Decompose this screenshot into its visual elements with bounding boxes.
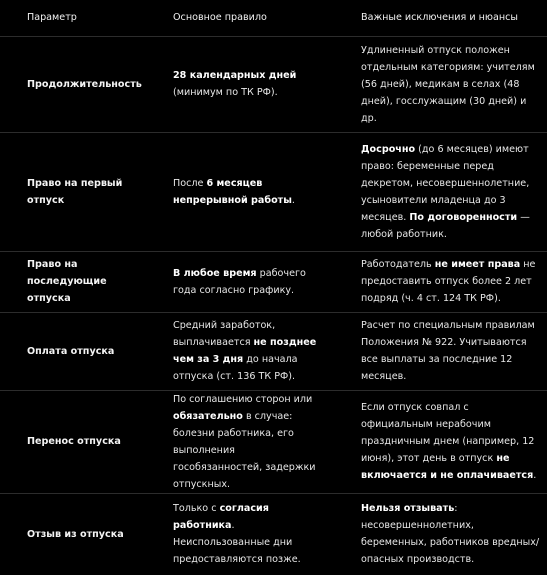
row-exceptions <box>334 132 547 251</box>
row-param: Продолжительность <box>0 36 146 132</box>
bold-text: 28 календарных дней <box>173 70 297 81</box>
bold-text: 6 месяцев непрерывной работы <box>173 177 292 206</box>
row-exceptions <box>334 312 547 390</box>
row-rule <box>146 251 334 312</box>
header-rule: Основное правило <box>146 0 334 36</box>
row-param: Право на первый отпуск <box>0 132 146 251</box>
header-exceptions: Важные исключения и нюансы <box>334 0 547 36</box>
row-rule <box>146 132 334 251</box>
bold-text: не имеет права <box>434 259 521 270</box>
text: Только с <box>173 503 220 515</box>
text: Если отпуск совпал с официальным нерабочим праздничным днем (например, 12 июня), этот день в отпуск <box>361 402 535 464</box>
bold-text: не позднее чем за 3 дня <box>173 337 317 365</box>
row-rule <box>146 390 334 493</box>
table-row <box>0 132 547 251</box>
bold-text: обязательно <box>173 410 243 422</box>
text: в случае: болезни работника, его выполнения гособязанностей, задержки отпускных. <box>173 410 316 490</box>
text: По соглашению сторон или <box>173 393 313 405</box>
row-param: Отзыв из отпуска <box>27 528 124 540</box>
text: рабочего года согласно графику. <box>173 267 306 296</box>
table-row <box>0 493 547 575</box>
row-param: Право на последующие отпуска <box>0 251 146 312</box>
header-param: Параметр <box>0 0 146 36</box>
row-rule <box>146 493 334 575</box>
bold-text: Досрочно <box>361 143 416 155</box>
text: . <box>291 194 295 206</box>
text: не предоставить отпуск более 2 лет подряд (ч. 4 ст. 124 ТК РФ). <box>361 259 536 304</box>
row-param: Перенос отпуска <box>0 390 146 493</box>
text: Средний заработок, выплачивается <box>173 320 276 348</box>
row-rule <box>146 36 334 132</box>
text: Расчет по специальным правилам Положения № 922. Учитываются все выплаты за последние 12 месяцев. <box>361 320 535 382</box>
text: — любой работник. <box>361 211 530 240</box>
text: : несовершеннолетних, беременных, работников вредных/опасных производств. <box>361 503 540 566</box>
text: Удлиненный отпуск положен отдельным категориям: учителям (56 дней), медикам в селах (48 дней), госслужащим (30 дней) и др. <box>361 44 535 124</box>
text: до начала отпуска (ст. 136 ТК РФ). <box>173 354 298 382</box>
bold-text: согласия работника <box>173 503 269 532</box>
text: . Неиспользованные дни предоставляются позже. <box>173 520 301 566</box>
row-exceptions <box>334 251 547 312</box>
text: Работодатель <box>361 259 435 270</box>
bold-text: По договоренности <box>409 211 518 223</box>
table-row <box>0 312 547 390</box>
text: (до 6 месяцев) имеют право: беременные перед декретом, несовершеннолетние, усыновители младенца до 3 месяцев. <box>361 143 530 223</box>
row-rule <box>146 312 334 390</box>
table-header-row <box>0 0 547 36</box>
row-exceptions <box>334 36 547 132</box>
bold-text: Нельзя отзывать <box>361 503 455 515</box>
text: После <box>173 177 207 189</box>
bold-text: не включается и не оплачивается <box>361 453 534 481</box>
table-row <box>0 390 547 493</box>
text: . <box>533 470 537 481</box>
row-param: Оплата отпуска <box>0 312 146 390</box>
bold-text: В любое время <box>173 267 257 279</box>
text: (минимум по ТК РФ). <box>173 87 278 98</box>
table-row <box>0 36 547 132</box>
row-exceptions <box>334 493 547 575</box>
table-row <box>0 251 547 312</box>
row-exceptions <box>334 390 547 493</box>
